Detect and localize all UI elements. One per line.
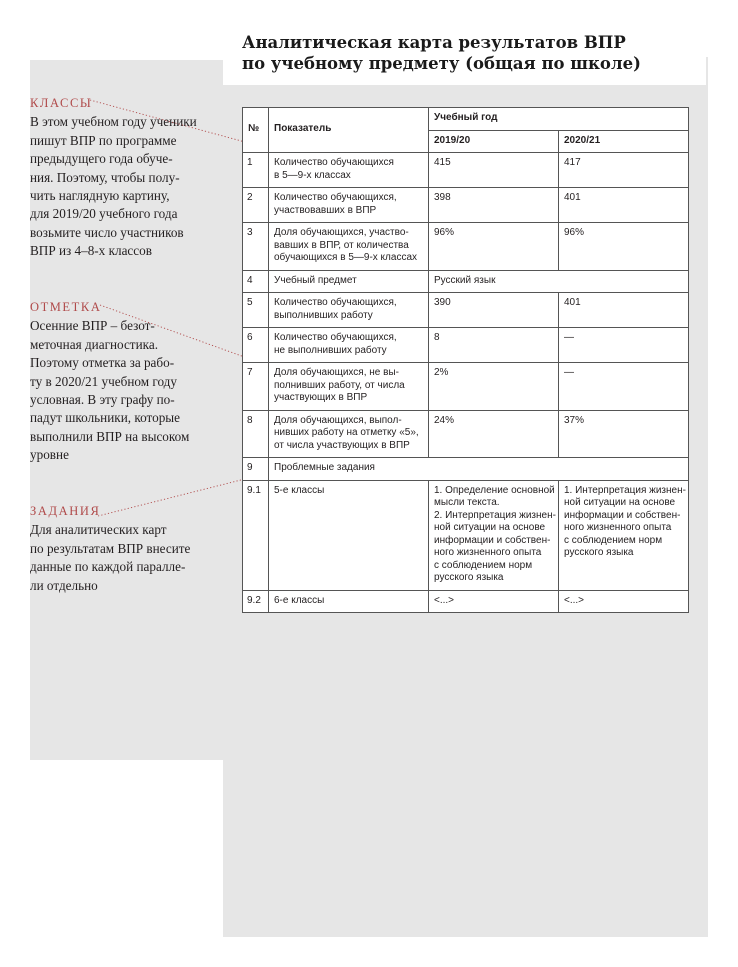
row-number: 6 [243, 328, 269, 363]
row-value-2019-20-line: 2. Интерпретация жизнен- [434, 509, 556, 521]
row-value-2020-21-line: 1. Интерпретация жизнен- [564, 484, 686, 496]
table-row [243, 590, 689, 613]
table-body [243, 153, 689, 613]
row-number: 1 [243, 153, 269, 188]
row-number: 9.2 [243, 590, 269, 613]
row-value-2019-20-line: мысли текста. [434, 497, 500, 508]
row-value-2020-21-line: с соблюдением норм [564, 534, 663, 546]
note-classes [30, 94, 210, 261]
row-value-2020-21 [559, 223, 689, 271]
row-label-line: Учебный предмет [274, 274, 357, 286]
row-value-2019-20 [429, 188, 559, 223]
content-panel-edge [706, 57, 708, 85]
row-label [269, 328, 429, 363]
row-value-2020-21-line: 96% [564, 227, 585, 238]
table-row [243, 458, 689, 481]
row-number: 7 [243, 363, 269, 411]
header-indicator: Показатель [269, 108, 429, 153]
row-value-2020-21-line: — [564, 332, 574, 343]
row-value-2019-20-line: 1. Определение основной [434, 484, 555, 496]
row-value-2020-21-line: ной ситуации на основе [564, 497, 676, 508]
header-year-group: Учебный год [429, 108, 689, 131]
row-label [269, 153, 429, 188]
row-value-2020-21 [559, 328, 689, 363]
header-year-2020-21: 2020/21 [559, 130, 689, 153]
row-number: 9 [243, 458, 269, 481]
row-value-2020-21-line: информации и собствен- [564, 509, 681, 521]
row-label-line: участвующих в ВПР [274, 392, 368, 403]
row-value-2020-21 [559, 363, 689, 411]
table-row [243, 363, 689, 411]
row-label [269, 223, 429, 271]
row-value-2020-21-line: 417 [564, 157, 581, 168]
row-number: 2 [243, 188, 269, 223]
row-value-2019-20-line: с соблюдением норм [434, 559, 533, 571]
note-heading: ОТМЕТКА [30, 300, 102, 314]
row-label [269, 293, 429, 328]
row-value-2019-20-line: ной ситуации на основе [434, 522, 546, 533]
row-value-2019-20-line: 390 [434, 297, 451, 308]
row-value-2019-20-line: 415 [434, 157, 451, 168]
row-label [269, 410, 429, 458]
row-value-2020-21 [559, 590, 689, 613]
page-title-line-2: по учебному предмету (общая по школе) [242, 54, 641, 73]
row-label-line: Количество обучающихся, [274, 297, 397, 308]
row-value-2019-20 [429, 223, 559, 271]
table-row [243, 293, 689, 328]
row-value-2020-21-line: 401 [564, 297, 581, 308]
row-value-2019-20 [429, 293, 559, 328]
row-value-span-line: Русский язык [434, 274, 496, 286]
row-label-line: вавших в ВПР, от количества [274, 239, 409, 251]
page-title [242, 32, 702, 74]
row-number: 8 [243, 410, 269, 458]
row-label-line: Количество обучающихся [274, 157, 394, 168]
row-value-2019-20 [429, 590, 559, 613]
header-num: № [243, 108, 269, 153]
note-grade [30, 298, 210, 465]
note-body [30, 113, 210, 260]
note-heading: КЛАССЫ [30, 96, 93, 110]
row-value-2020-21 [559, 410, 689, 458]
table-row [243, 410, 689, 458]
page-title-line-1: Аналитическая карта результатов ВПР [242, 33, 626, 52]
row-label-line: от числа участвующих в ВПР [274, 439, 410, 451]
row-number: 5 [243, 293, 269, 328]
table-row [243, 223, 689, 271]
row-value-2019-20 [429, 410, 559, 458]
row-label-line: участвовавших в ВПР [274, 204, 377, 216]
row-value-2019-20 [429, 328, 559, 363]
row-value-2019-20-line: 398 [434, 192, 451, 203]
table-header-row [243, 108, 689, 131]
note-line: условная. В эту графу по- [30, 392, 175, 408]
row-value-2019-20-line: русского языка [434, 572, 504, 583]
table-row [243, 188, 689, 223]
row-value-2020-21 [559, 480, 689, 590]
row-number: 3 [243, 223, 269, 271]
row-value-2020-21 [559, 188, 689, 223]
row-label-line: Доля обучающихся, участво- [274, 227, 409, 238]
note-body [30, 317, 210, 464]
row-value-2019-20-line: 8 [434, 332, 440, 343]
row-value-2019-20-line: информации и собствен- [434, 534, 551, 546]
note-body [30, 521, 210, 595]
note-line: Для аналитических карт [30, 522, 167, 538]
note-line: для 2019/20 учебного года [30, 206, 178, 222]
row-value-2019-20-line: 2% [434, 367, 449, 378]
note-line: данные по каждой паралле- [30, 559, 186, 575]
table-row [243, 328, 689, 363]
row-label-line: 5-е классы [274, 484, 325, 496]
row-label [269, 270, 429, 293]
row-label-line: Проблемные задания [274, 462, 375, 473]
note-tasks [30, 502, 210, 595]
row-label-line: в 5—9-х классах [274, 169, 351, 181]
row-value-2020-21-line: 401 [564, 192, 581, 203]
row-value-2020-21-line: ного жизненного опыта [564, 522, 672, 533]
results-table [242, 107, 689, 613]
note-line: Поэтому отметка за рабо- [30, 355, 175, 371]
row-value-2019-20-line: <...> [434, 594, 455, 606]
row-value-2019-20-line: 96% [434, 227, 455, 238]
row-value-2019-20 [429, 153, 559, 188]
header-year-2019-20: 2019/20 [429, 130, 559, 153]
note-line: выполнили ВПР на высоком [30, 428, 190, 444]
table-row [243, 270, 689, 293]
row-value-span [429, 270, 689, 293]
row-label-line: выполнивших работу [274, 309, 373, 321]
row-value-2019-20-line: 24% [434, 414, 455, 426]
row-label-line: 6-е классы [274, 594, 325, 606]
row-label-line: полнивших работу, от числа [274, 379, 405, 391]
note-line: по результатам ВПР внесите [30, 540, 191, 556]
row-value-2020-21-line: русского языка [564, 547, 634, 558]
row-label-line: Доля обучающихся, не вы- [274, 367, 399, 378]
row-value-2019-20 [429, 480, 559, 590]
row-label-line: Количество обучающихся, [274, 332, 397, 343]
row-label-line: не выполнивших работу [274, 344, 387, 356]
note-heading: ЗАДАНИЯ [30, 504, 101, 518]
row-label-line: Доля обучающихся, выпол- [274, 414, 402, 426]
row-label [269, 188, 429, 223]
row-label-line: Количество обучающихся, [274, 192, 397, 203]
table-row [243, 153, 689, 188]
note-line: ту в 2020/21 учебном году [30, 373, 177, 389]
note-line: Осенние ВПР – безот- [30, 318, 155, 334]
note-line: предыдущего года обуче- [30, 151, 173, 167]
note-line: В этом учебном году ученики [30, 114, 197, 130]
row-number: 4 [243, 270, 269, 293]
row-label-line: обучающихся в 5—9-х классах [274, 252, 418, 263]
note-line: падут школьники, которые [30, 410, 180, 426]
row-number: 9.1 [243, 480, 269, 590]
row-label [269, 590, 429, 613]
row-value-2020-21-line: <...> [564, 594, 585, 606]
note-line: возьмите число участников [30, 224, 184, 240]
row-label [269, 458, 689, 481]
note-line: уровне [30, 447, 69, 463]
note-line: пишут ВПР по программе [30, 132, 177, 148]
row-value-2020-21 [559, 293, 689, 328]
note-line: ли отдельно [30, 577, 98, 593]
row-label-line: нивших работу на отметку «5», [274, 427, 419, 438]
note-line: ния. Поэтому, чтобы полу- [30, 169, 180, 185]
row-value-2019-20 [429, 363, 559, 411]
row-value-2020-21 [559, 153, 689, 188]
row-label [269, 480, 429, 590]
note-line: ВПР из 4–8-х классов [30, 243, 152, 259]
row-value-2020-21-line: 37% [564, 414, 585, 426]
row-label [269, 363, 429, 411]
row-value-2020-21-line: — [564, 367, 574, 378]
row-value-2019-20-line: ного жизненного опыта [434, 547, 542, 558]
note-line: чить наглядную картину, [30, 188, 170, 204]
note-line: меточная диагностика. [30, 336, 158, 352]
table-row [243, 480, 689, 590]
